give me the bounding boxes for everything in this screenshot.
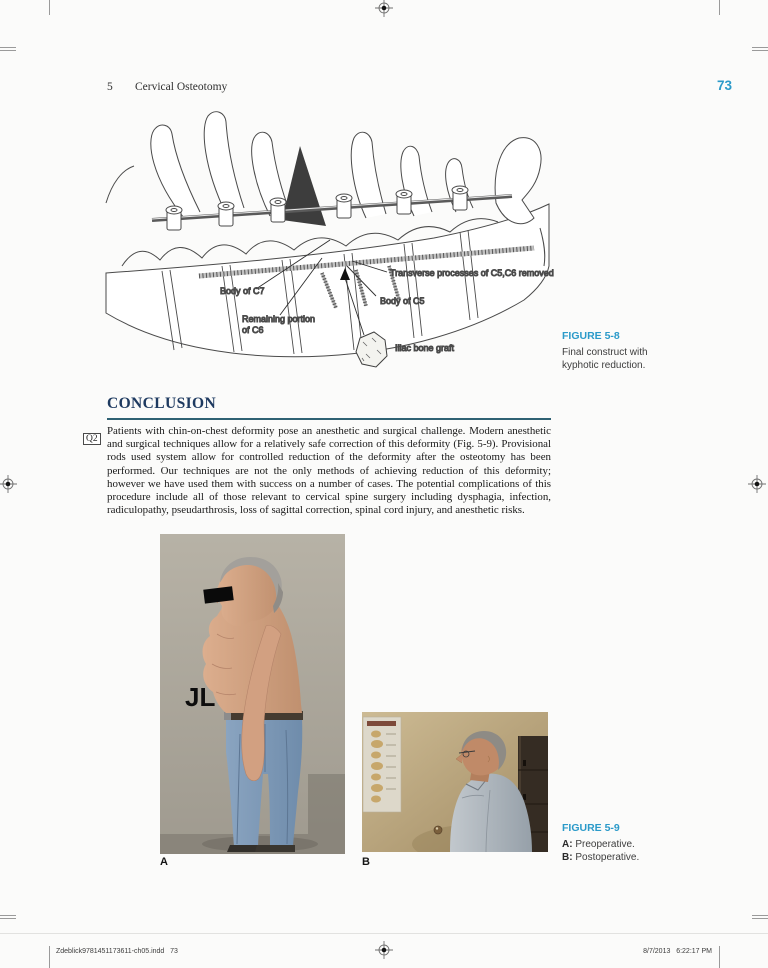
footer-datetime: 8/7/2013 6:22:17 PM (643, 948, 712, 955)
crop-mark-top-left (49, 0, 50, 15)
chapter-title: Cervical Osteotomy (135, 81, 228, 93)
label-transverse-processes: Transverse processes of C5,C6 removed (390, 268, 554, 278)
figure-5-8-caption-text: Final construct with kyphotic reduction. (562, 347, 648, 371)
crop-mark-right-lower-1 (752, 915, 768, 916)
photo-a-label: A (160, 856, 168, 868)
query-note-q2: Q2 (83, 433, 101, 445)
crop-mark-right-upper-2 (752, 50, 768, 51)
figure-5-9-photo-a (160, 534, 345, 854)
conclusion-rule (107, 418, 551, 420)
figure-5-9-caption-line-a (562, 838, 680, 851)
conclusion-paragraph: Patients with chin-on-chest deformity pose an anesthetic and surgical challenge. Modern anesthetic and surgical techniques allow for a relatively safe correction of this deformity (Fig. 5-9). Provisional rods used system allow for controlled reduction of the deformity after the osteotomy has been performed. Our techniques are not the only methods of achieving reduction of this deformity; however we have used them with success on a number of cases. The potential complications of this procedure include all of those relevant to cervical spine surgery including dysphagia, infection, radiculopathy, pseudarthrosis, loss of sagittal correction, spinal cord injury, and anesthetic risks. (107, 425, 551, 517)
label-iliac-bone-graft: Iliac bone graft (395, 343, 455, 353)
registration-mark-bottom (375, 941, 393, 959)
photo-b-label: B (362, 856, 370, 868)
crop-mark-left-upper-1 (0, 47, 16, 48)
figure-5-8-illustration (104, 108, 554, 378)
footer-rule (0, 933, 768, 934)
figure-5-9-caption (562, 822, 680, 864)
crop-mark-right-upper-1 (752, 47, 768, 48)
figure-5-9-caption-line-b (562, 851, 680, 864)
caption-b-prefix: B: (562, 852, 573, 863)
crop-mark-right-lower-2 (752, 918, 768, 919)
crop-mark-bottom-right (719, 946, 720, 968)
figure-5-8-caption (562, 330, 680, 372)
photo-a-jl-marking: JL (185, 682, 216, 712)
label-remaining-portion-line1: Remaining portion (242, 314, 316, 324)
caption-b-text: Postoperative. (575, 852, 640, 863)
crop-mark-left-lower-2 (0, 918, 16, 919)
door-knob (434, 826, 442, 834)
label-body-c7: Body of C7 (220, 286, 265, 296)
crop-mark-left-lower-1 (0, 915, 16, 916)
label-body-c5: Body of C5 (380, 296, 425, 306)
conclusion-heading: CONCLUSION (107, 395, 217, 412)
running-header (107, 81, 227, 93)
label-remaining-portion-line2: of C6 (242, 325, 264, 335)
chapter-number: 5 (107, 81, 113, 93)
registration-mark-top (375, 0, 393, 17)
crop-mark-bottom-left (49, 946, 50, 968)
registration-mark-right (748, 475, 766, 493)
page-number: 73 (716, 78, 732, 93)
registration-mark-left (0, 475, 17, 493)
figure-5-8-caption-title: FIGURE 5-8 (562, 330, 620, 342)
figure-5-9-photo-b (362, 712, 548, 852)
footer-filename: Zdeblick9781451173611-ch05.indd 73 (56, 948, 178, 955)
crop-mark-top-right (719, 0, 720, 15)
caption-a-text: Preoperative. (575, 839, 635, 850)
figure-5-9-caption-title: FIGURE 5-9 (562, 822, 620, 834)
crop-mark-left-upper-2 (0, 50, 16, 51)
caption-a-prefix: A: (562, 839, 573, 850)
